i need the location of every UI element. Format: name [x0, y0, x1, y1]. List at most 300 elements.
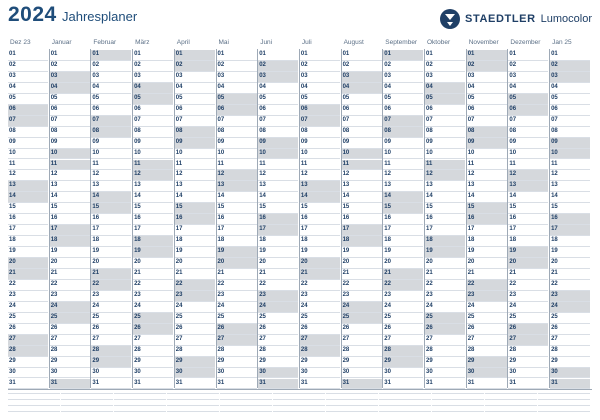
day-cell[interactable]	[508, 346, 548, 357]
day-cell[interactable]	[467, 83, 507, 94]
day-cell[interactable]	[300, 160, 340, 171]
day-cell[interactable]	[425, 94, 465, 105]
day-cell[interactable]	[467, 94, 507, 105]
day-cell[interactable]	[467, 236, 507, 247]
day-cell[interactable]	[300, 368, 340, 379]
day-cell[interactable]	[217, 105, 257, 116]
day-cell[interactable]	[342, 346, 382, 357]
day-cell[interactable]	[550, 280, 590, 291]
day-cell[interactable]	[133, 138, 173, 149]
day-cell[interactable]	[425, 225, 465, 236]
day-cell[interactable]	[175, 247, 215, 258]
day-cell[interactable]	[425, 181, 465, 192]
day-cell[interactable]	[133, 127, 173, 138]
day-cell[interactable]	[91, 258, 131, 269]
day-cell[interactable]	[342, 280, 382, 291]
day-cell[interactable]	[217, 368, 257, 379]
day-cell[interactable]	[91, 116, 131, 127]
day-cell[interactable]	[550, 170, 590, 181]
day-cell[interactable]	[50, 269, 90, 280]
day-cell[interactable]	[342, 324, 382, 335]
day-cell[interactable]	[342, 357, 382, 368]
day-cell[interactable]	[175, 368, 215, 379]
day-cell[interactable]	[217, 324, 257, 335]
day-cell[interactable]	[50, 94, 90, 105]
day-cell[interactable]	[133, 203, 173, 214]
day-cell[interactable]	[217, 302, 257, 313]
day-cell[interactable]	[217, 346, 257, 357]
day-cell[interactable]	[133, 170, 173, 181]
day-cell[interactable]	[383, 83, 423, 94]
day-cell[interactable]	[342, 138, 382, 149]
day-cell[interactable]	[133, 258, 173, 269]
day-cell[interactable]	[217, 83, 257, 94]
day-cell[interactable]	[258, 247, 298, 258]
day-cell[interactable]	[383, 127, 423, 138]
day-cell[interactable]	[425, 127, 465, 138]
day-cell[interactable]	[50, 72, 90, 83]
day-cell[interactable]	[91, 335, 131, 346]
day-cell[interactable]	[8, 72, 48, 83]
day-cell[interactable]	[467, 291, 507, 302]
day-cell[interactable]	[508, 116, 548, 127]
day-cell[interactable]	[300, 203, 340, 214]
day-cell[interactable]	[258, 280, 298, 291]
day-cell[interactable]	[8, 368, 48, 379]
day-cell[interactable]	[383, 335, 423, 346]
day-cell[interactable]	[258, 181, 298, 192]
day-cell[interactable]	[8, 225, 48, 236]
day-cell[interactable]	[467, 324, 507, 335]
day-cell[interactable]	[50, 83, 90, 94]
day-cell[interactable]	[217, 50, 257, 61]
day-cell[interactable]	[383, 149, 423, 160]
day-cell[interactable]	[8, 116, 48, 127]
day-cell[interactable]	[258, 313, 298, 324]
day-cell[interactable]	[217, 214, 257, 225]
day-cell[interactable]	[217, 181, 257, 192]
day-cell[interactable]	[133, 368, 173, 379]
day-cell[interactable]	[300, 291, 340, 302]
day-cell[interactable]	[258, 335, 298, 346]
day-cell[interactable]	[50, 335, 90, 346]
day-cell[interactable]	[258, 368, 298, 379]
day-cell[interactable]	[508, 94, 548, 105]
day-cell[interactable]	[217, 149, 257, 160]
day-cell[interactable]	[50, 181, 90, 192]
day-cell[interactable]	[91, 105, 131, 116]
day-cell[interactable]	[425, 357, 465, 368]
day-cell[interactable]	[133, 94, 173, 105]
day-cell[interactable]	[217, 335, 257, 346]
day-cell[interactable]	[342, 160, 382, 171]
day-cell[interactable]	[258, 116, 298, 127]
day-cell[interactable]	[50, 368, 90, 379]
day-cell[interactable]	[508, 105, 548, 116]
day-cell[interactable]	[383, 170, 423, 181]
day-cell[interactable]	[383, 225, 423, 236]
day-cell[interactable]	[50, 160, 90, 171]
day-cell[interactable]	[300, 61, 340, 72]
day-cell[interactable]	[8, 170, 48, 181]
day-cell[interactable]	[342, 170, 382, 181]
day-cell[interactable]	[50, 324, 90, 335]
day-cell[interactable]	[508, 138, 548, 149]
day-cell[interactable]	[425, 203, 465, 214]
day-cell[interactable]	[217, 94, 257, 105]
day-cell[interactable]	[300, 258, 340, 269]
day-cell[interactable]	[8, 258, 48, 269]
day-cell[interactable]	[91, 160, 131, 171]
day-cell[interactable]	[8, 83, 48, 94]
day-cell[interactable]	[342, 368, 382, 379]
day-cell[interactable]	[133, 214, 173, 225]
day-cell[interactable]	[217, 291, 257, 302]
day-cell[interactable]	[175, 258, 215, 269]
day-cell[interactable]	[383, 269, 423, 280]
day-cell[interactable]	[91, 291, 131, 302]
day-cell[interactable]	[300, 335, 340, 346]
day-cell[interactable]	[50, 225, 90, 236]
day-cell[interactable]	[175, 291, 215, 302]
day-cell[interactable]	[175, 72, 215, 83]
day-cell[interactable]	[258, 105, 298, 116]
day-cell[interactable]	[91, 324, 131, 335]
day-cell[interactable]	[383, 313, 423, 324]
day-cell[interactable]	[91, 313, 131, 324]
day-cell[interactable]	[8, 105, 48, 116]
day-cell[interactable]	[300, 214, 340, 225]
day-cell[interactable]	[175, 324, 215, 335]
day-cell[interactable]	[550, 236, 590, 247]
day-cell[interactable]	[50, 280, 90, 291]
day-cell[interactable]	[550, 160, 590, 171]
day-cell[interactable]	[91, 214, 131, 225]
day-cell[interactable]	[50, 313, 90, 324]
day-cell[interactable]	[217, 138, 257, 149]
day-cell[interactable]	[300, 247, 340, 258]
day-cell[interactable]	[258, 138, 298, 149]
day-cell[interactable]	[217, 116, 257, 127]
day-cell[interactable]	[467, 127, 507, 138]
day-cell[interactable]	[8, 192, 48, 203]
day-cell[interactable]	[8, 181, 48, 192]
day-cell[interactable]	[258, 94, 298, 105]
day-cell[interactable]	[508, 236, 548, 247]
day-cell[interactable]	[425, 236, 465, 247]
day-cell[interactable]	[425, 247, 465, 258]
day-cell[interactable]	[508, 61, 548, 72]
day-cell[interactable]	[8, 94, 48, 105]
day-cell[interactable]	[8, 160, 48, 171]
day-cell[interactable]	[508, 247, 548, 258]
day-cell[interactable]	[91, 357, 131, 368]
day-cell[interactable]	[550, 269, 590, 280]
day-cell[interactable]	[467, 203, 507, 214]
day-cell[interactable]	[383, 203, 423, 214]
day-cell[interactable]	[300, 105, 340, 116]
day-cell[interactable]	[550, 324, 590, 335]
day-cell[interactable]	[8, 346, 48, 357]
day-cell[interactable]	[550, 203, 590, 214]
day-cell[interactable]	[133, 236, 173, 247]
day-cell[interactable]	[300, 225, 340, 236]
day-cell[interactable]	[175, 203, 215, 214]
day-cell[interactable]	[217, 236, 257, 247]
day-cell[interactable]	[175, 214, 215, 225]
day-cell[interactable]	[300, 269, 340, 280]
day-cell[interactable]	[175, 280, 215, 291]
day-cell[interactable]	[383, 247, 423, 258]
day-cell[interactable]	[383, 291, 423, 302]
day-cell[interactable]	[217, 357, 257, 368]
day-cell[interactable]	[258, 170, 298, 181]
day-cell[interactable]	[508, 50, 548, 61]
day-cell[interactable]	[425, 170, 465, 181]
day-cell[interactable]	[50, 138, 90, 149]
day-cell[interactable]	[467, 280, 507, 291]
day-cell[interactable]	[133, 149, 173, 160]
day-cell[interactable]	[133, 313, 173, 324]
day-cell[interactable]	[175, 357, 215, 368]
day-cell[interactable]	[175, 50, 215, 61]
day-cell[interactable]	[175, 335, 215, 346]
day-cell[interactable]	[508, 379, 548, 390]
day-cell[interactable]	[91, 236, 131, 247]
day-cell[interactable]	[508, 291, 548, 302]
day-cell[interactable]	[342, 335, 382, 346]
day-cell[interactable]	[175, 346, 215, 357]
day-cell[interactable]	[467, 357, 507, 368]
day-cell[interactable]	[258, 357, 298, 368]
day-cell[interactable]	[175, 149, 215, 160]
day-cell[interactable]	[175, 313, 215, 324]
day-cell[interactable]	[550, 138, 590, 149]
day-cell[interactable]	[175, 379, 215, 390]
day-cell[interactable]	[217, 313, 257, 324]
day-cell[interactable]	[342, 313, 382, 324]
day-cell[interactable]	[508, 149, 548, 160]
day-cell[interactable]	[217, 160, 257, 171]
day-cell[interactable]	[50, 291, 90, 302]
day-cell[interactable]	[91, 280, 131, 291]
day-cell[interactable]	[467, 61, 507, 72]
day-cell[interactable]	[425, 116, 465, 127]
day-cell[interactable]	[342, 258, 382, 269]
day-cell[interactable]	[383, 138, 423, 149]
day-cell[interactable]	[133, 105, 173, 116]
day-cell[interactable]	[50, 105, 90, 116]
day-cell[interactable]	[425, 324, 465, 335]
day-cell[interactable]	[300, 324, 340, 335]
day-cell[interactable]	[467, 138, 507, 149]
day-cell[interactable]	[300, 83, 340, 94]
day-cell[interactable]	[467, 225, 507, 236]
day-cell[interactable]	[342, 247, 382, 258]
day-cell[interactable]	[342, 225, 382, 236]
day-cell[interactable]	[175, 170, 215, 181]
day-cell[interactable]	[8, 280, 48, 291]
day-cell[interactable]	[217, 192, 257, 203]
day-cell[interactable]	[300, 72, 340, 83]
day-cell[interactable]	[133, 324, 173, 335]
day-cell[interactable]	[467, 160, 507, 171]
day-cell[interactable]	[50, 61, 90, 72]
day-cell[interactable]	[217, 170, 257, 181]
day-cell[interactable]	[91, 127, 131, 138]
day-cell[interactable]	[91, 170, 131, 181]
day-cell[interactable]	[300, 127, 340, 138]
day-cell[interactable]	[175, 116, 215, 127]
day-cell[interactable]	[508, 368, 548, 379]
day-cell[interactable]	[425, 368, 465, 379]
day-cell[interactable]	[550, 258, 590, 269]
day-cell[interactable]	[175, 105, 215, 116]
day-cell[interactable]	[508, 181, 548, 192]
day-cell[interactable]	[258, 258, 298, 269]
day-cell[interactable]	[550, 346, 590, 357]
day-cell[interactable]	[50, 170, 90, 181]
day-cell[interactable]	[258, 324, 298, 335]
day-cell[interactable]	[133, 357, 173, 368]
day-cell[interactable]	[175, 160, 215, 171]
day-cell[interactable]	[133, 83, 173, 94]
day-cell[interactable]	[467, 116, 507, 127]
day-cell[interactable]	[383, 61, 423, 72]
day-cell[interactable]	[300, 346, 340, 357]
day-cell[interactable]	[383, 258, 423, 269]
day-cell[interactable]	[133, 302, 173, 313]
day-cell[interactable]	[8, 335, 48, 346]
day-cell[interactable]	[467, 379, 507, 390]
day-cell[interactable]	[50, 203, 90, 214]
day-cell[interactable]	[91, 368, 131, 379]
day-cell[interactable]	[217, 127, 257, 138]
day-cell[interactable]	[300, 357, 340, 368]
day-cell[interactable]	[467, 368, 507, 379]
day-cell[interactable]	[467, 335, 507, 346]
day-cell[interactable]	[217, 225, 257, 236]
day-cell[interactable]	[258, 214, 298, 225]
day-cell[interactable]	[508, 160, 548, 171]
day-cell[interactable]	[300, 236, 340, 247]
day-cell[interactable]	[258, 346, 298, 357]
day-cell[interactable]	[175, 181, 215, 192]
day-cell[interactable]	[550, 94, 590, 105]
day-cell[interactable]	[550, 214, 590, 225]
day-cell[interactable]	[175, 127, 215, 138]
day-cell[interactable]	[133, 335, 173, 346]
day-cell[interactable]	[50, 258, 90, 269]
day-cell[interactable]	[425, 72, 465, 83]
day-cell[interactable]	[300, 181, 340, 192]
day-cell[interactable]	[8, 379, 48, 390]
day-cell[interactable]	[91, 94, 131, 105]
day-cell[interactable]	[425, 291, 465, 302]
day-cell[interactable]	[425, 379, 465, 390]
day-cell[interactable]	[383, 280, 423, 291]
day-cell[interactable]	[133, 280, 173, 291]
day-cell[interactable]	[383, 72, 423, 83]
day-cell[interactable]	[91, 379, 131, 390]
day-cell[interactable]	[175, 236, 215, 247]
day-cell[interactable]	[217, 61, 257, 72]
day-cell[interactable]	[342, 105, 382, 116]
day-cell[interactable]	[425, 313, 465, 324]
day-cell[interactable]	[175, 269, 215, 280]
day-cell[interactable]	[467, 50, 507, 61]
day-cell[interactable]	[550, 379, 590, 390]
day-cell[interactable]	[383, 368, 423, 379]
day-cell[interactable]	[8, 50, 48, 61]
day-cell[interactable]	[550, 72, 590, 83]
day-cell[interactable]	[342, 116, 382, 127]
day-cell[interactable]	[383, 236, 423, 247]
day-cell[interactable]	[467, 181, 507, 192]
day-cell[interactable]	[91, 269, 131, 280]
day-cell[interactable]	[467, 269, 507, 280]
day-cell[interactable]	[467, 105, 507, 116]
day-cell[interactable]	[425, 160, 465, 171]
day-cell[interactable]	[175, 302, 215, 313]
day-cell[interactable]	[91, 149, 131, 160]
day-cell[interactable]	[217, 203, 257, 214]
day-cell[interactable]	[91, 302, 131, 313]
day-cell[interactable]	[91, 83, 131, 94]
day-cell[interactable]	[133, 160, 173, 171]
day-cell[interactable]	[133, 269, 173, 280]
day-cell[interactable]	[50, 50, 90, 61]
day-cell[interactable]	[8, 61, 48, 72]
day-cell[interactable]	[383, 116, 423, 127]
day-cell[interactable]	[550, 116, 590, 127]
day-cell[interactable]	[91, 61, 131, 72]
day-cell[interactable]	[550, 127, 590, 138]
day-cell[interactable]	[258, 127, 298, 138]
day-cell[interactable]	[8, 203, 48, 214]
day-cell[interactable]	[550, 313, 590, 324]
day-cell[interactable]	[425, 280, 465, 291]
day-cell[interactable]	[8, 127, 48, 138]
day-cell[interactable]	[467, 247, 507, 258]
day-cell[interactable]	[550, 61, 590, 72]
day-cell[interactable]	[217, 72, 257, 83]
day-cell[interactable]	[383, 346, 423, 357]
day-cell[interactable]	[550, 302, 590, 313]
day-cell[interactable]	[508, 170, 548, 181]
day-cell[interactable]	[258, 203, 298, 214]
day-cell[interactable]	[383, 160, 423, 171]
day-cell[interactable]	[467, 302, 507, 313]
day-cell[interactable]	[175, 94, 215, 105]
day-cell[interactable]	[8, 291, 48, 302]
day-cell[interactable]	[342, 83, 382, 94]
day-cell[interactable]	[175, 225, 215, 236]
day-cell[interactable]	[175, 192, 215, 203]
day-cell[interactable]	[342, 61, 382, 72]
day-cell[interactable]	[508, 225, 548, 236]
day-cell[interactable]	[300, 94, 340, 105]
day-cell[interactable]	[258, 291, 298, 302]
day-cell[interactable]	[508, 83, 548, 94]
day-cell[interactable]	[550, 247, 590, 258]
day-cell[interactable]	[300, 149, 340, 160]
day-cell[interactable]	[50, 302, 90, 313]
day-cell[interactable]	[342, 214, 382, 225]
day-cell[interactable]	[342, 72, 382, 83]
day-cell[interactable]	[133, 379, 173, 390]
day-cell[interactable]	[133, 247, 173, 258]
